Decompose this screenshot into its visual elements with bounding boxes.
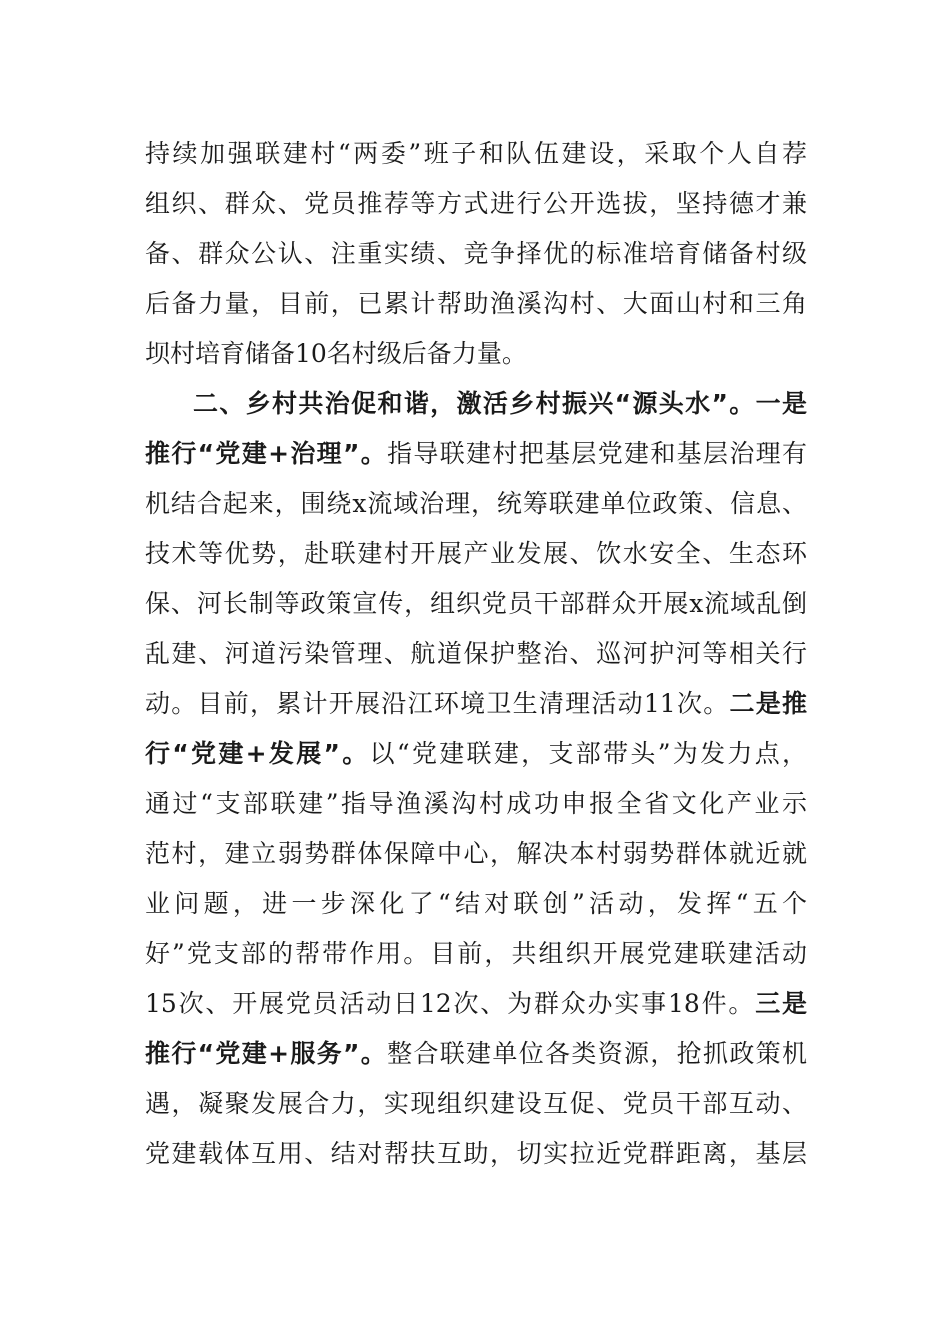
text-line	[145, 829, 807, 879]
bold-segment: 二是推	[729, 689, 807, 718]
text-line	[145, 579, 807, 629]
text-segment: 后备力量，目前，已累计帮助渔溪沟村、大面山村和三角	[145, 289, 807, 318]
document-body	[145, 129, 807, 1179]
text-segment: 以“党建联建，支部带头”为发力点，	[369, 739, 807, 768]
text-segment: 遇，凝聚发展合力，实现组织建设互促、党员干部互动、	[145, 1089, 807, 1118]
text-line	[145, 629, 807, 679]
text-line	[145, 1079, 807, 1129]
text-segment: 坝村培育储备10名村级后备力量。	[145, 339, 527, 368]
text-line	[145, 1029, 807, 1079]
bold-segment: 三是	[755, 989, 807, 1018]
text-segment: 业问题，进一步深化了“结对联创”活动，发挥“五个	[145, 889, 807, 918]
text-segment: 指导联建村把基层党建和基层治理有	[387, 439, 807, 468]
paragraph-1	[145, 129, 807, 379]
text-line	[145, 229, 807, 279]
text-segment: 好”党支部的帮带作用。目前，共组织开展党建联建活动	[145, 939, 807, 968]
paragraph-2	[145, 379, 807, 1179]
text-segment: 持续加强联建村“两委”班子和队伍建设，采取个人自荐	[145, 139, 807, 168]
text-segment: 15次、开展党员活动日12次、为群众办实事18件。	[145, 989, 756, 1018]
text-line	[145, 729, 807, 779]
text-line	[145, 679, 807, 729]
text-line	[145, 529, 807, 579]
bold-segment: 行“党建+发展”。	[145, 739, 370, 768]
text-line	[145, 1129, 807, 1179]
text-segment: 动。目前，累计开展沿江环境卫生清理活动11次。	[145, 689, 730, 718]
text-line	[145, 479, 807, 529]
text-segment: 机结合起来，围绕x流域治理，统筹联建单位政策、信息、	[145, 489, 807, 518]
text-line	[145, 329, 807, 379]
section-heading: 二、乡村共治促和谐，激活乡村振兴“源头水”。一是	[193, 389, 807, 418]
text-segment: 备、群众公认、注重实绩、竞争择优的标准培育储备村级	[145, 239, 807, 268]
text-line	[145, 129, 807, 179]
text-line	[145, 429, 807, 479]
text-line	[145, 279, 807, 329]
bold-segment: 推行“党建+治理”。	[145, 439, 388, 468]
section-heading-line	[145, 379, 807, 429]
text-segment: 技术等优势，赴联建村开展产业发展、饮水安全、生态环	[145, 539, 807, 568]
text-line	[145, 879, 807, 929]
text-line	[145, 929, 807, 979]
text-segment: 组织、群众、党员推荐等方式进行公开选拔，坚持德才兼	[145, 189, 807, 218]
text-line	[145, 979, 807, 1029]
text-segment: 乱建、河道污染管理、航道保护整治、巡河护河等相关行	[145, 639, 807, 668]
text-segment: 党建载体互用、结对帮扶互助，切实拉近党群距离，基层	[145, 1139, 807, 1168]
text-segment: 保、河长制等政策宣传，组织党员干部群众开展x流域乱倒	[145, 589, 807, 618]
bold-segment: 推行“党建+服务”。	[145, 1039, 388, 1068]
text-segment: 通过“支部联建”指导渔溪沟村成功申报全省文化产业示	[145, 789, 807, 818]
text-line	[145, 179, 807, 229]
text-line	[145, 779, 807, 829]
text-segment: 范村，建立弱势群体保障中心，解决本村弱势群体就近就	[145, 839, 807, 868]
text-segment: 整合联建单位各类资源，抢抓政策机	[387, 1039, 807, 1068]
